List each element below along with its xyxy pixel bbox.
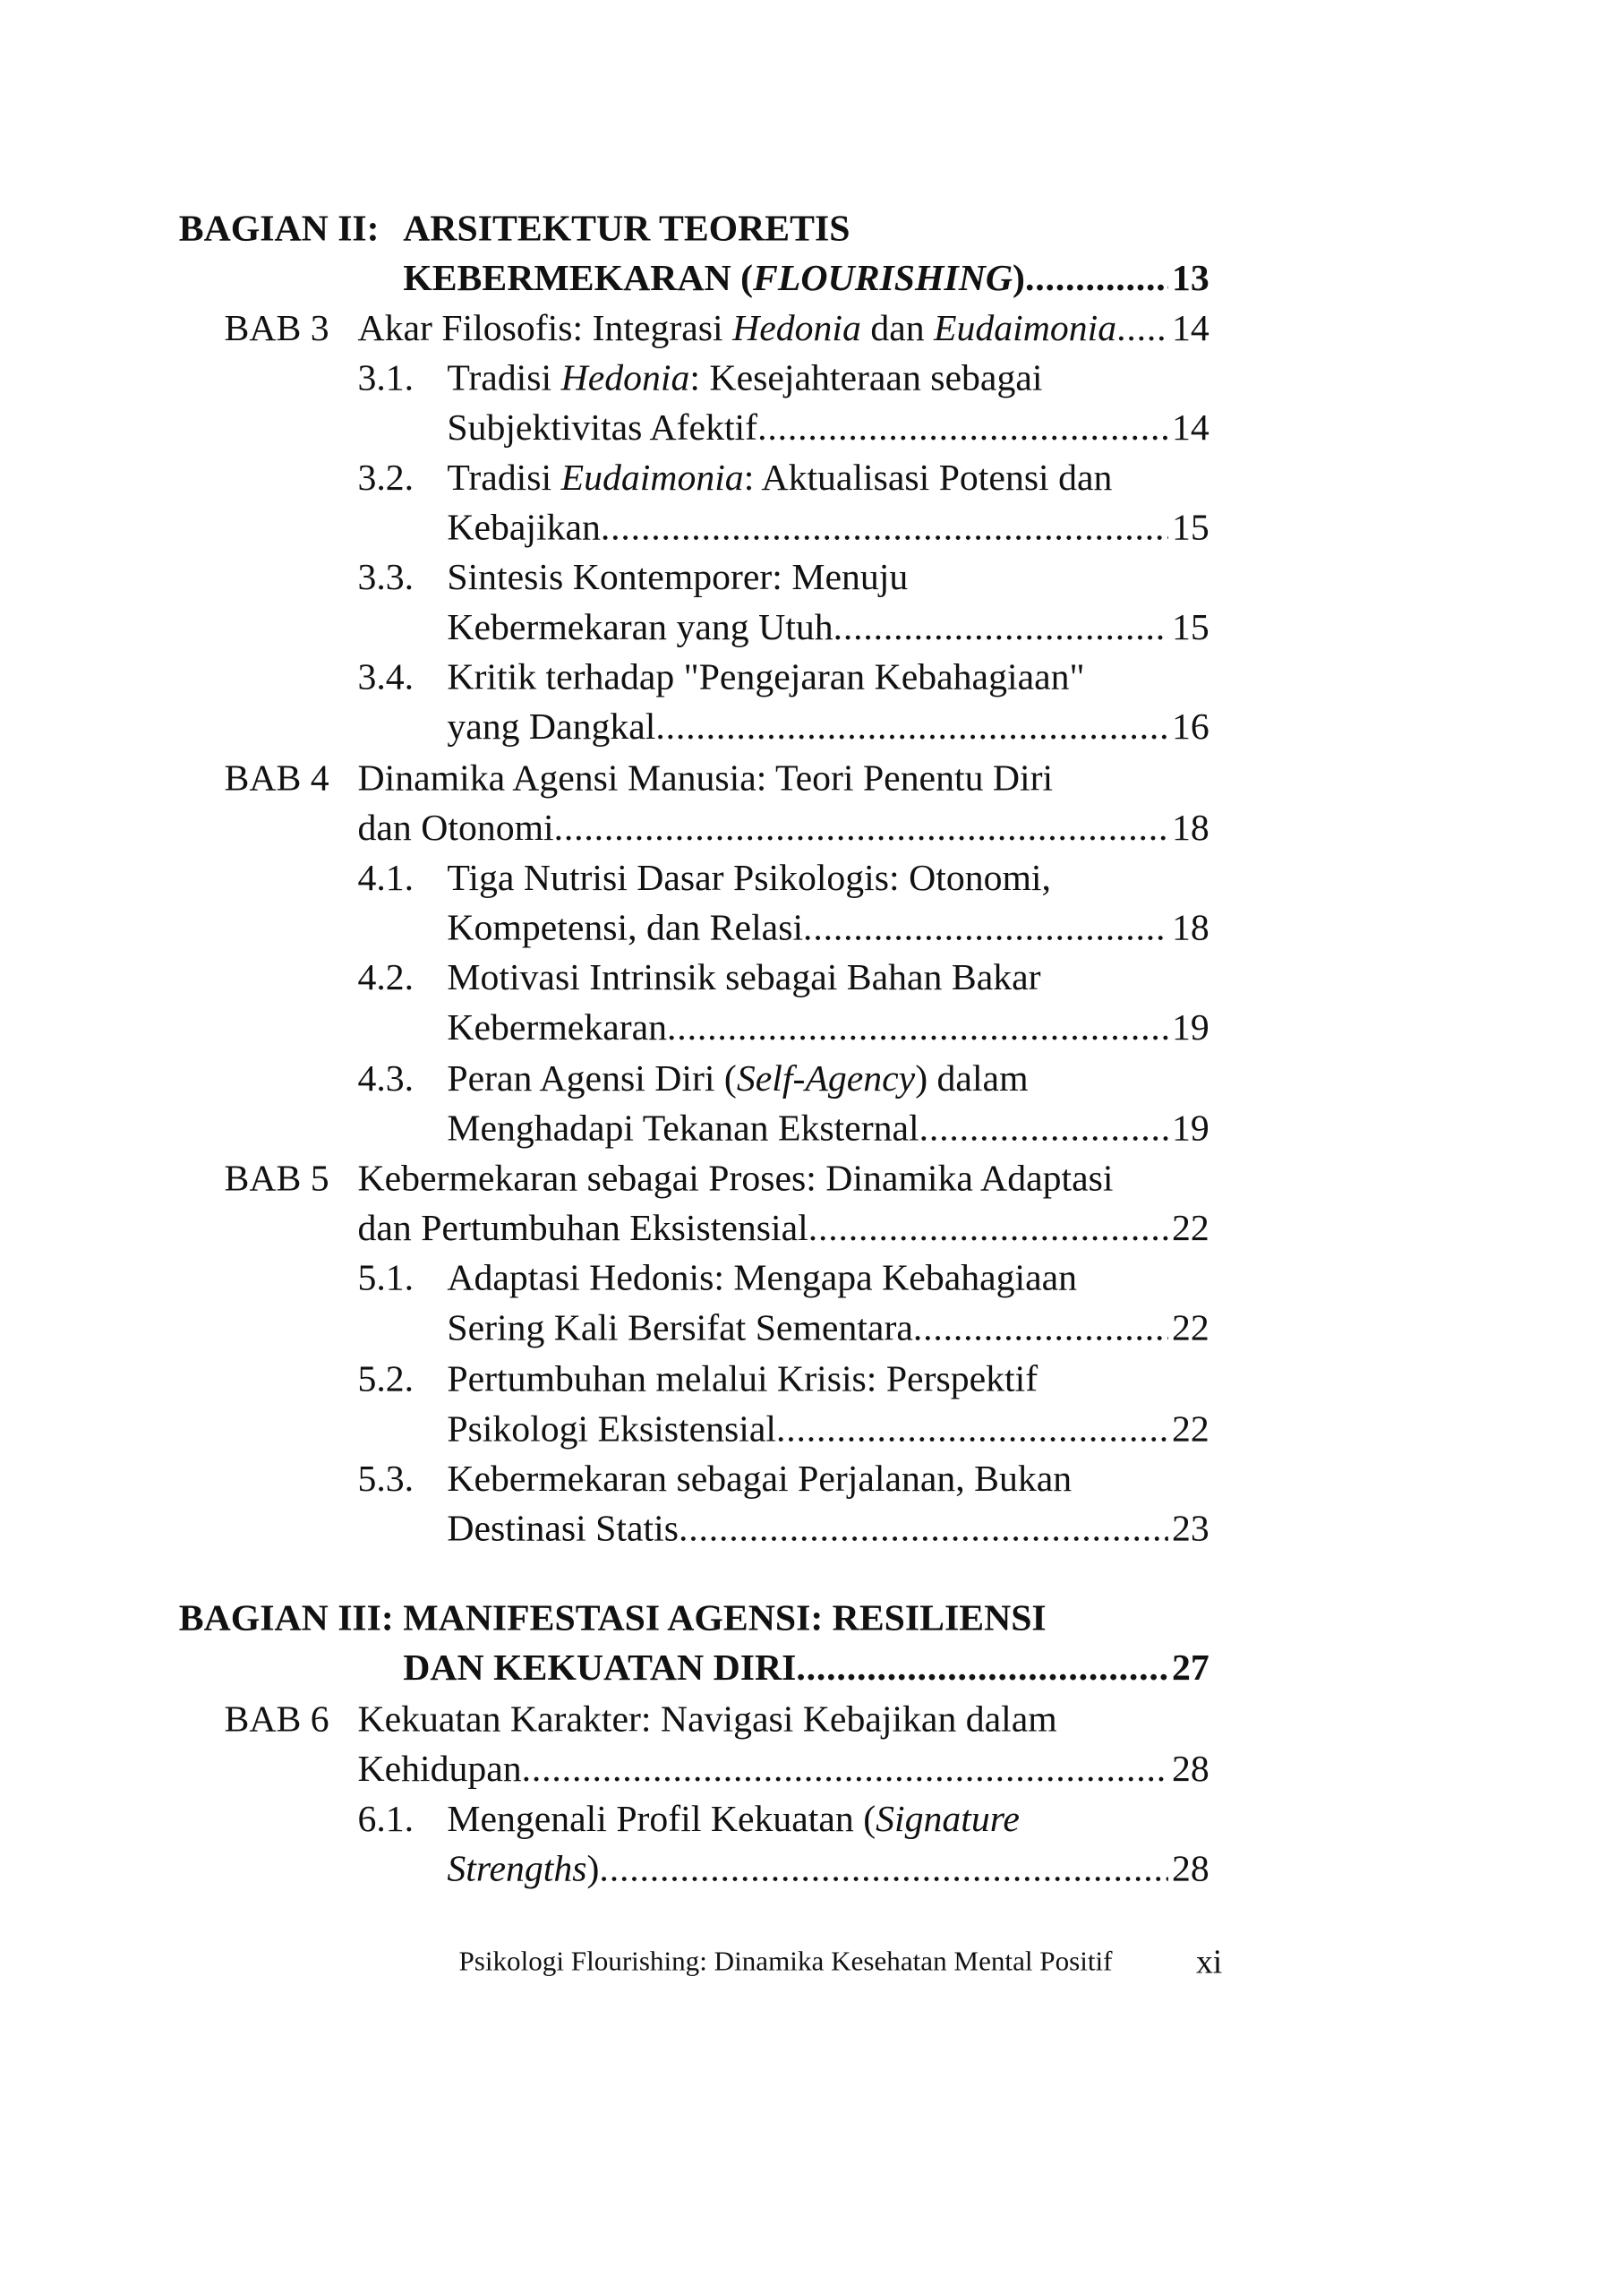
section-6-1-title-line1: Mengenali Profil Kekuatan (Signature <box>447 1797 1020 1840</box>
chapter-5-page: 22 <box>1171 1206 1209 1249</box>
part-2-page: 13 <box>1171 256 1209 299</box>
section-3-4-page: 16 <box>1171 705 1209 748</box>
dot-leader <box>1116 305 1167 352</box>
section-3-4-number: 3.4. <box>357 655 415 698</box>
section-5-1-number: 5.1. <box>357 1256 415 1299</box>
chapter-3-label: BAB 3 <box>224 306 329 349</box>
footer-book-title: Psikologi Flourishing: Dinamika Kesehatan Mental Positif <box>458 1946 1113 1978</box>
section-4-2-entry[interactable]: Kebermekaran ..... 19 <box>447 1004 1209 1050</box>
section-5-3-entry[interactable]: Destinasi Statis ..... 23 <box>447 1505 1209 1552</box>
part-2-title-line1: ARSITEKTUR TEORETIS <box>403 206 850 250</box>
dot-leader <box>599 1845 1167 1892</box>
section-5-2-title-line1: Pertumbuhan melalui Krisis: Perspektif <box>447 1357 1039 1400</box>
part-3-page: 27 <box>1171 1646 1209 1690</box>
part-3-label: BAGIAN III: <box>178 1596 394 1639</box>
dot-leader <box>808 1205 1167 1252</box>
dot-leader <box>1025 255 1167 302</box>
section-3-3-title-line1: Sintesis Kontemporer: Menuju <box>447 555 909 598</box>
chapter-4-title-line1: Dinamika Agensi Manusia: Teori Penentu Diri <box>357 756 1054 800</box>
chapter-6-label: BAB 6 <box>224 1697 329 1741</box>
section-4-2-page: 19 <box>1171 1005 1209 1048</box>
section-3-1-number: 3.1. <box>357 355 415 399</box>
section-5-2-number: 5.2. <box>357 1357 415 1400</box>
section-6-1-entry[interactable]: Strengths) ..... 28 <box>447 1845 1209 1892</box>
section-4-1-entry[interactable]: Kompetensi, dan Relasi ..... 18 <box>447 904 1209 951</box>
chapter-3-page: 14 <box>1171 306 1209 349</box>
section-5-3-title-line1: Kebermekaran sebagai Perjalanan, Bukan <box>447 1457 1073 1500</box>
section-3-1-page: 14 <box>1171 406 1209 449</box>
section-3-3-entry[interactable]: Kebermekaran yang Utuh ..... 15 <box>447 604 1209 651</box>
dot-leader <box>655 704 1167 750</box>
section-3-1-entry[interactable]: Subjektivitas Afektif ..... 14 <box>447 405 1209 451</box>
section-5-3-page: 23 <box>1171 1507 1209 1550</box>
dot-leader <box>554 805 1167 851</box>
section-5-1-entry[interactable]: Sering Kali Bersifat Sementara ..... 22 <box>447 1305 1209 1351</box>
section-4-3-number: 4.3. <box>357 1057 415 1099</box>
dot-leader <box>667 1004 1167 1050</box>
dot-leader <box>679 1505 1167 1552</box>
part-3-title-line2[interactable]: DAN KEKUATAN DIRI ..... 27 <box>403 1645 1209 1691</box>
section-3-3-page: 15 <box>1171 605 1209 648</box>
dot-leader <box>601 504 1167 551</box>
section-3-4-entry[interactable]: yang Dangkal ..... 16 <box>447 704 1209 750</box>
dot-leader <box>803 904 1167 951</box>
dot-leader <box>833 604 1167 651</box>
section-4-1-title-line1: Tiga Nutrisi Dasar Psikologis: Otonomi, <box>447 856 1051 899</box>
part-2-label: BAGIAN II: <box>178 206 380 250</box>
chapter-5-title-line1: Kebermekaran sebagai Proses: Dinamika Adaptasi <box>357 1156 1114 1200</box>
section-5-3-number: 5.3. <box>357 1457 415 1500</box>
section-3-2-page: 15 <box>1171 505 1209 549</box>
chapter-6-entry[interactable]: Kehidupan ..... 28 <box>357 1746 1209 1792</box>
chapter-4-label: BAB 4 <box>224 756 329 800</box>
section-5-2-entry[interactable]: Psikologi Eksistensial ..... 22 <box>447 1406 1209 1452</box>
dot-leader <box>757 405 1167 451</box>
chapter-4-page: 18 <box>1171 806 1209 849</box>
section-3-4-title-line1: Kritik terhadap "Pengejaran Kebahagiaan" <box>447 655 1085 698</box>
dot-leader <box>913 1305 1167 1351</box>
section-4-1-number: 4.1. <box>357 856 415 899</box>
section-5-2-page: 22 <box>1171 1407 1209 1450</box>
section-3-1-title-line1: Tradisi Hedonia: Kesejahteraan sebagai <box>447 355 1043 399</box>
footer-page-number: xi <box>1195 1943 1223 1981</box>
section-4-3-page: 19 <box>1171 1107 1209 1150</box>
section-5-1-page: 22 <box>1171 1305 1209 1349</box>
chapter-5-label: BAB 5 <box>224 1156 329 1200</box>
section-6-1-page: 28 <box>1171 1846 1209 1890</box>
dot-leader <box>522 1746 1167 1792</box>
chapter-3-entry[interactable]: Akar Filosofis: Integrasi Hedonia dan Eudaimonia ..... 14 <box>357 305 1209 352</box>
section-3-3-number: 3.3. <box>357 555 415 598</box>
chapter-4-entry[interactable]: dan Otonomi ..... 18 <box>357 805 1209 851</box>
section-4-3-entry[interactable]: Menghadapi Tekanan Eksternal ..... 19 <box>447 1105 1209 1151</box>
section-3-2-title-line1: Tradisi Eudaimonia: Aktualisasi Potensi dan <box>447 456 1113 499</box>
dot-leader <box>776 1406 1167 1452</box>
chapter-5-entry[interactable]: dan Pertumbuhan Eksistensial ..... 22 <box>357 1205 1209 1252</box>
dot-leader <box>919 1105 1167 1151</box>
chapter-6-page: 28 <box>1171 1747 1209 1791</box>
part-2-title-line2[interactable]: KEBERMEKARAN (FLOURISHING) ..... 13 <box>403 255 1209 302</box>
section-3-2-entry[interactable]: Kebajikan ..... 15 <box>447 504 1209 551</box>
section-3-2-number: 3.2. <box>357 456 415 499</box>
section-5-1-title-line1: Adaptasi Hedonis: Mengapa Kebahagiaan <box>447 1256 1078 1299</box>
section-4-3-title-line1: Peran Agensi Diri (Self-Agency) dalam <box>447 1057 1029 1099</box>
section-6-1-number: 6.1. <box>357 1797 415 1840</box>
section-4-2-number: 4.2. <box>357 955 415 998</box>
section-4-2-title-line1: Motivasi Intrinsik sebagai Bahan Bakar <box>447 955 1041 998</box>
section-4-1-page: 18 <box>1171 905 1209 949</box>
chapter-6-title-line1: Kekuatan Karakter: Navigasi Kebajikan dalam <box>357 1697 1057 1741</box>
part-3-title-line1: MANIFESTASI AGENSI: RESILIENSI <box>403 1596 1047 1639</box>
dot-leader <box>796 1645 1167 1691</box>
